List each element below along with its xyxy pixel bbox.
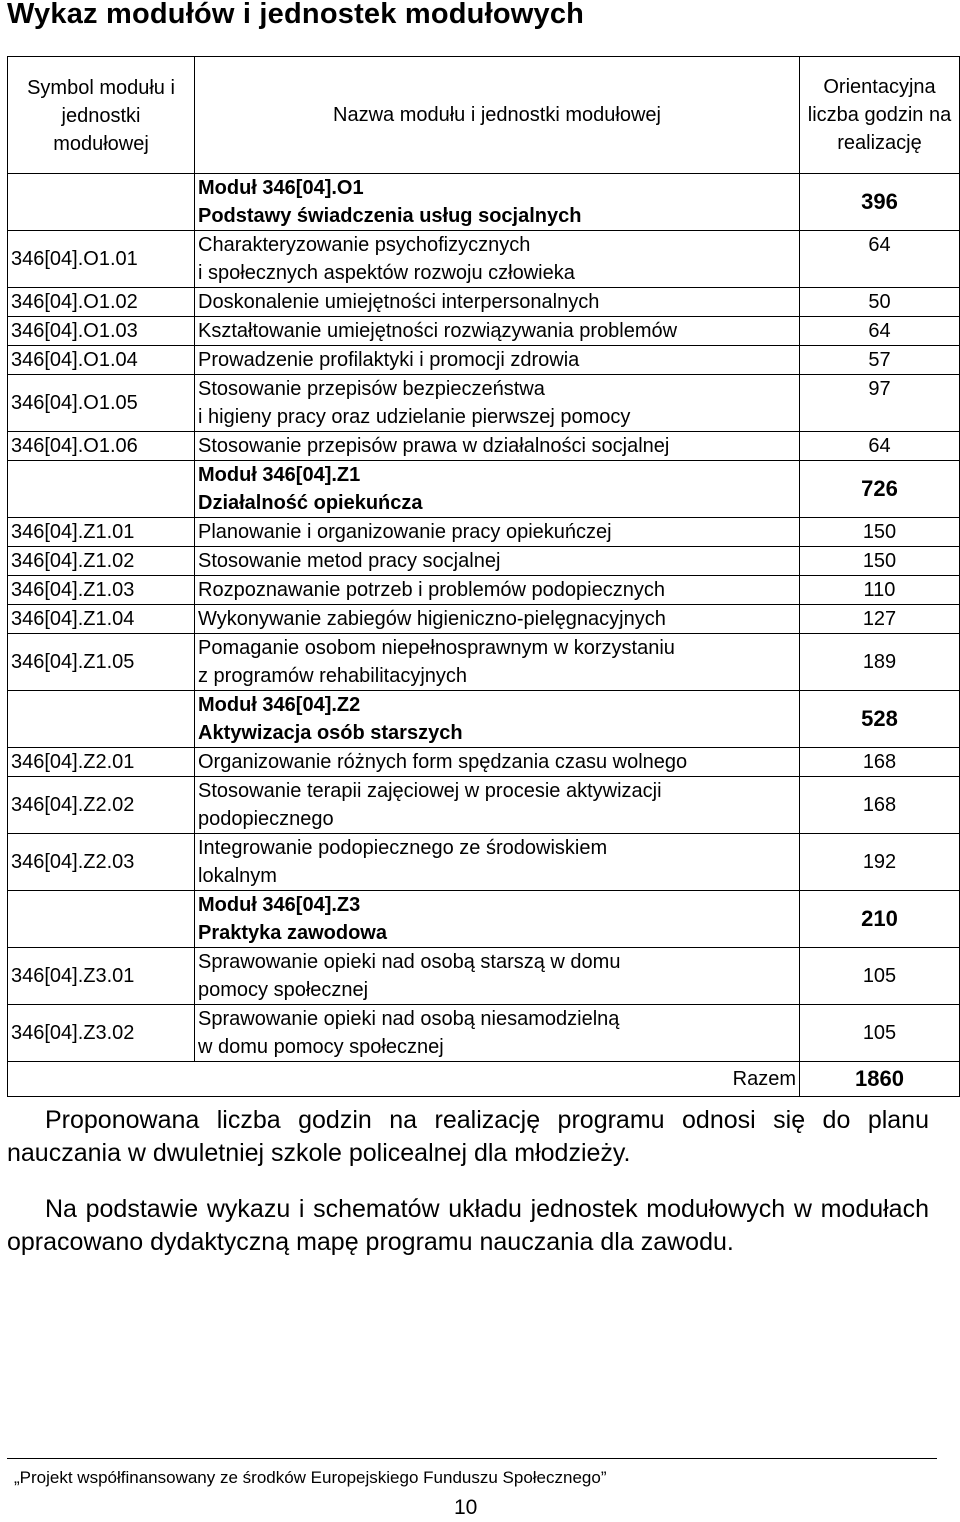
row-name-line1: Moduł 346[04].Z1: [198, 464, 361, 486]
unit-row: [8, 576, 960, 605]
unit-row: [8, 346, 960, 375]
row-name-line1: Stosowanie przepisów bezpieczeństwa: [198, 378, 545, 400]
row-hours: 192: [800, 834, 960, 891]
row-name-line1: Doskonalenie umiejętności interpersonalnych: [198, 291, 600, 313]
row-name: [195, 777, 800, 834]
unit-row: [8, 317, 960, 346]
row-hours: 168: [800, 748, 960, 777]
row-hours: 64: [800, 317, 960, 346]
module-row: [8, 691, 960, 748]
row-name: [195, 891, 800, 948]
header-symbol: Symbol modułu i jednostki modułowej: [8, 57, 195, 174]
row-code: 346[04].Z3.01: [8, 948, 195, 1005]
row-code: 346[04].O1.06: [8, 432, 195, 461]
row-code: 346[04].Z1.05: [8, 634, 195, 691]
row-hours: 97: [800, 375, 960, 432]
unit-row: [8, 375, 960, 432]
row-name-line2: w domu pomocy społecznej: [198, 1036, 444, 1058]
row-code: 346[04].O1.03: [8, 317, 195, 346]
row-hours: 210: [800, 891, 960, 948]
row-code: 346[04].Z2.03: [8, 834, 195, 891]
unit-row: [8, 432, 960, 461]
unit-row: [8, 1005, 960, 1062]
row-name-line1: Stosowanie przepisów prawa w działalności socjalnej: [198, 435, 670, 457]
row-name-line2: lokalnym: [198, 865, 277, 887]
row-name-line2: Praktyka zawodowa: [198, 922, 387, 944]
module-row: [8, 461, 960, 518]
row-name: [195, 375, 800, 432]
row-name: [195, 518, 800, 547]
row-hours: 396: [800, 174, 960, 231]
row-hours: 168: [800, 777, 960, 834]
module-row: [8, 891, 960, 948]
paragraph-map-note: Na podstawie wykazu i schematów układu jednostek modułowych w modułach opracowano dydaktyczną mapę programu nauczania dla zawodu.: [7, 1195, 929, 1256]
row-name: [195, 576, 800, 605]
row-code: 346[04].Z1.02: [8, 547, 195, 576]
row-hours: 105: [800, 1005, 960, 1062]
row-name-line2: i społecznych aspektów rozwoju człowieka: [198, 262, 575, 284]
unit-row: [8, 777, 960, 834]
row-name: [195, 346, 800, 375]
row-name-line1: Pomaganie osobom niepełnosprawnym w korzystaniu: [198, 637, 675, 659]
row-name-line2: Podstawy świadczenia usług socjalnych: [198, 205, 582, 227]
row-name: [195, 1005, 800, 1062]
row-name: [195, 461, 800, 518]
row-hours: 528: [800, 691, 960, 748]
row-hours: 57: [800, 346, 960, 375]
row-hours: 127: [800, 605, 960, 634]
unit-row: [8, 518, 960, 547]
table-header-row: [8, 57, 960, 174]
row-hours: 64: [800, 231, 960, 288]
total-row: [8, 1062, 960, 1097]
row-hours: 189: [800, 634, 960, 691]
row-name-line2: z programów rehabilitacyjnych: [198, 665, 468, 687]
page-title: Wykaz modułów i jednostek modułowych: [7, 0, 585, 30]
row-name: [195, 547, 800, 576]
row-name: [195, 288, 800, 317]
row-name-line1: Moduł 346[04].O1: [198, 177, 364, 199]
row-hours: 64: [800, 432, 960, 461]
row-name-line1: Stosowanie terapii zajęciowej w procesie aktywizacji: [198, 780, 662, 802]
row-name-line1: Moduł 346[04].Z2: [198, 694, 361, 716]
row-name: [195, 231, 800, 288]
unit-row: [8, 634, 960, 691]
row-name-line1: Wykonywanie zabiegów higieniczno-pielęgnacyjnych: [198, 608, 666, 630]
row-name: [195, 634, 800, 691]
unit-row: [8, 547, 960, 576]
row-code: [8, 691, 195, 748]
unit-row: [8, 748, 960, 777]
row-code: 346[04].O1.01: [8, 231, 195, 288]
row-code: [8, 174, 195, 231]
unit-row: [8, 948, 960, 1005]
row-name-line1: Moduł 346[04].Z3: [198, 894, 361, 916]
row-code: 346[04].Z2.01: [8, 748, 195, 777]
row-name-line1: Rozpoznawanie potrzeb i problemów podopiecznych: [198, 579, 665, 601]
row-name-line1: Organizowanie różnych form spędzania czasu wolnego: [198, 751, 688, 773]
total-value: 1860: [800, 1062, 960, 1097]
row-name-line1: Planowanie i organizowanie pracy opiekuńczej: [198, 521, 612, 543]
row-name-line1: Integrowanie podopiecznego ze środowiskiem: [198, 837, 608, 859]
row-name-line2: Aktywizacja osób starszych: [198, 722, 463, 744]
unit-row: [8, 834, 960, 891]
row-code: 346[04].Z1.01: [8, 518, 195, 547]
row-name-line2: podopiecznego: [198, 808, 334, 830]
total-label: Razem: [8, 1062, 800, 1097]
row-hours: 50: [800, 288, 960, 317]
header-hours: Orientacyjna liczba godzin na realizację: [800, 57, 960, 174]
row-name-line1: Kształtowanie umiejętności rozwiązywania problemów: [198, 320, 678, 342]
row-hours: 110: [800, 576, 960, 605]
module-row: [8, 174, 960, 231]
row-name-line1: Stosowanie metod pracy socjalnej: [198, 550, 501, 572]
paragraph-hours-note: Proponowana liczba godzin na realizację programu odnosi się do planu nauczania w dwuletniej szkole policealnej dla młodzieży.: [7, 1106, 929, 1167]
table-body: [8, 174, 960, 1097]
row-name: [195, 691, 800, 748]
row-name: [195, 748, 800, 777]
row-name-line2: Działalność opiekuńcza: [198, 492, 423, 514]
row-name: [195, 834, 800, 891]
row-code: 346[04].O1.04: [8, 346, 195, 375]
row-code: [8, 891, 195, 948]
row-code: [8, 461, 195, 518]
unit-row: [8, 231, 960, 288]
row-name-line1: Charakteryzowanie psychofizycznych: [198, 234, 531, 256]
row-code: 346[04].Z1.03: [8, 576, 195, 605]
row-hours: 726: [800, 461, 960, 518]
row-name-line2: pomocy społecznej: [198, 979, 369, 1001]
row-name-line1: Prowadzenie profilaktyki i promocji zdrowia: [198, 349, 580, 371]
row-name-line1: Sprawowanie opieki nad osobą starszą w domu: [198, 951, 621, 973]
row-code: 346[04].Z2.02: [8, 777, 195, 834]
page-number: 10: [454, 1496, 478, 1519]
row-name: [195, 432, 800, 461]
row-code: 346[04].O1.02: [8, 288, 195, 317]
row-hours: 105: [800, 948, 960, 1005]
row-hours: 150: [800, 518, 960, 547]
row-code: 346[04].O1.05: [8, 375, 195, 432]
row-code: 346[04].Z3.02: [8, 1005, 195, 1062]
row-name: [195, 174, 800, 231]
row-name-line2: i higieny pracy oraz udzielanie pierwszej pomocy: [198, 406, 631, 428]
modules-table: [7, 56, 960, 1097]
footer-divider: [7, 1458, 937, 1459]
row-name: [195, 948, 800, 1005]
row-name: [195, 317, 800, 346]
row-hours: 150: [800, 547, 960, 576]
row-code: 346[04].Z1.04: [8, 605, 195, 634]
row-name: [195, 605, 800, 634]
header-name: Nazwa modułu i jednostki modułowej: [195, 57, 800, 174]
unit-row: [8, 288, 960, 317]
unit-row: [8, 605, 960, 634]
footer-text: „Projekt współfinansowany ze środków Europejskiego Funduszu Społecznego”: [14, 1468, 607, 1487]
row-name-line1: Sprawowanie opieki nad osobą niesamodzielną: [198, 1008, 620, 1030]
